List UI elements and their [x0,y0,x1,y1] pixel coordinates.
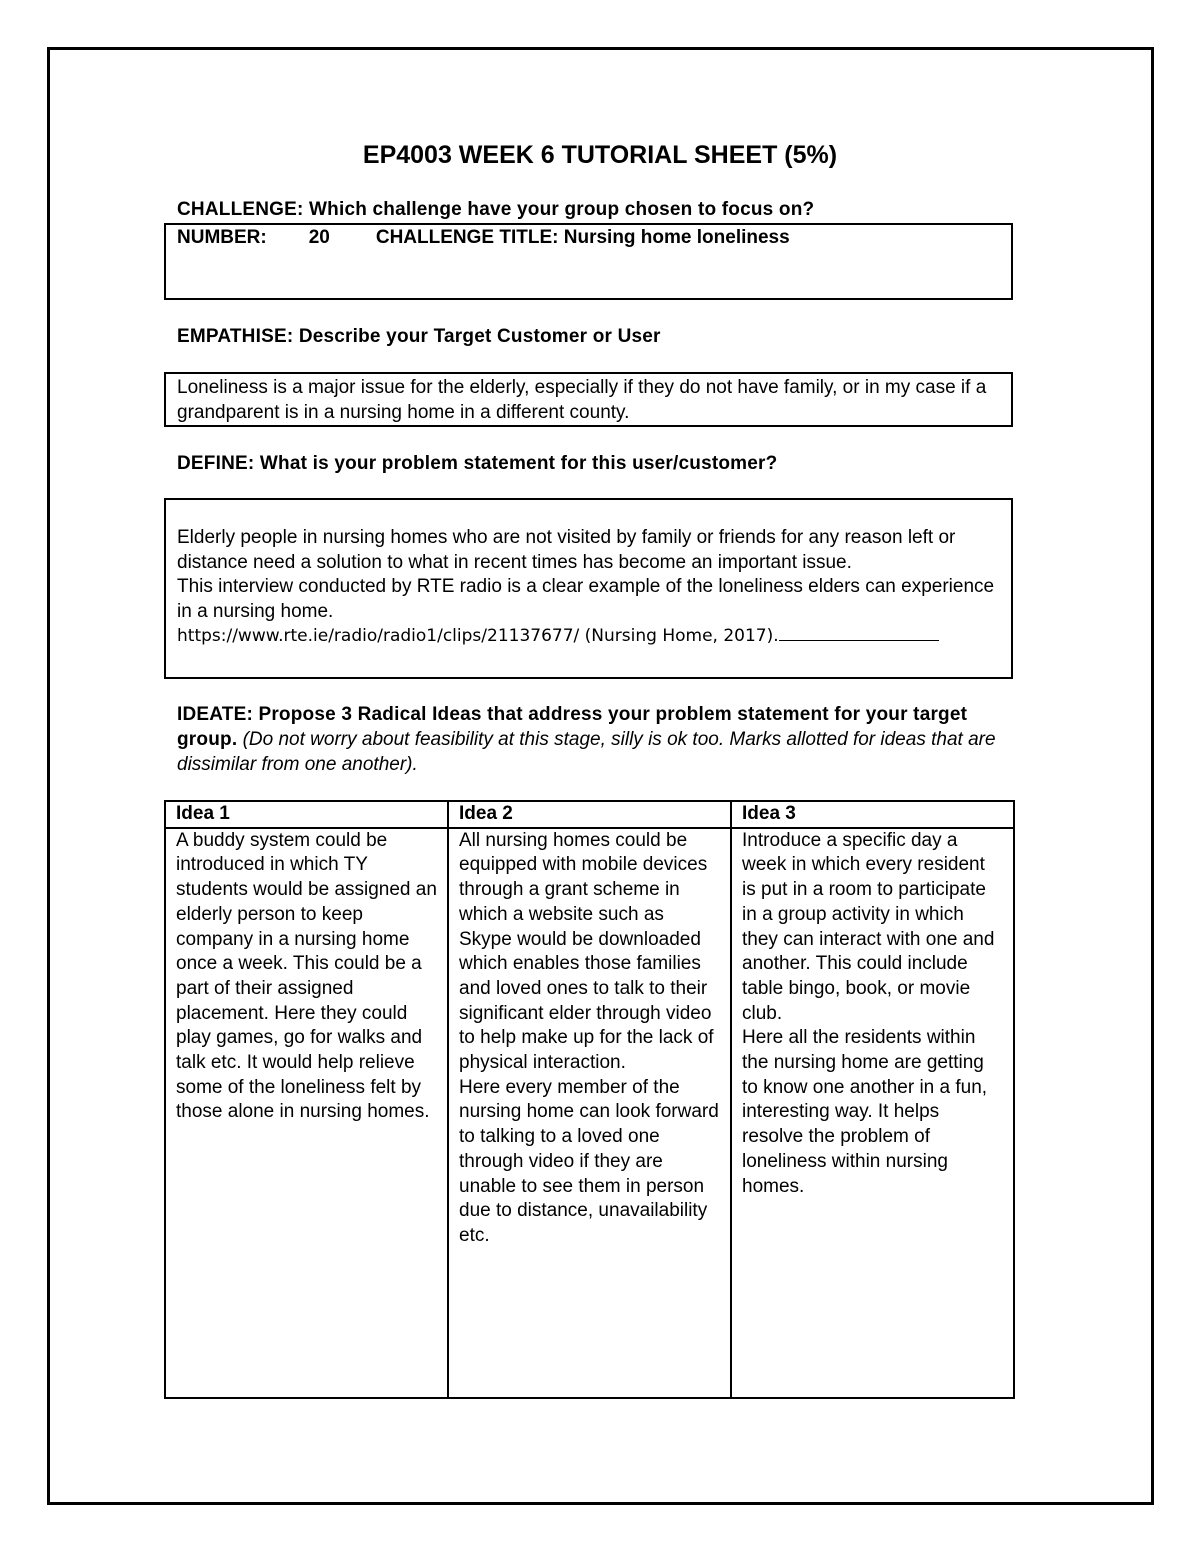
challenge-box [164,223,1013,300]
ideate-label-bold: IDEATE: Propose 3 Radical Ideas that address your problem statement for your target group. [177,704,968,750]
ideate-label [177,702,1017,777]
ideas-header-row [165,801,1014,828]
define-citation-line [177,624,1001,649]
challenge-title-value: Nursing home loneliness [563,227,790,248]
idea-2-cell [448,828,731,1398]
idea-2-paragraph-2: Here every member of the nursing home can look forward to talking to a loved one through video if they are unable to see them in person due to distance, unavailability etc. [459,1076,719,1246]
idea-3-header: Idea 3 [731,801,1014,828]
empathise-label: EMPATHISE: Describe your Target Customer or User [177,326,661,347]
empathise-box [164,372,1013,427]
define-label: DEFINE: What is your problem statement for this user/customer? [177,453,778,474]
idea-1-header: Idea 1 [165,801,448,828]
ideas-table [164,800,1015,1399]
challenge-title-label: CHALLENGE TITLE: [375,227,559,248]
challenge-label: CHALLENGE: Which challenge have your group chosen to focus on? [177,199,815,220]
idea-3-paragraph-1: Introduce a specific day a week in which every resident is put in a room to participate in a group activity in which they can interact with one and another. This could include table bingo, book, or movie club. [742,829,995,1024]
idea-1-cell [165,828,448,1398]
page-title: EP4003 WEEK 6 TUTORIAL SHEET (5%) [362,141,838,169]
idea-3-cell [731,828,1014,1398]
define-paragraph-1: Elderly people in nursing homes who are not visited by family or friends for any reason left or distance need a solution to what in recent times has become an important issue. [177,527,956,573]
define-paragraph-2: This interview conducted by RTE radio is a clear example of the loneliness elders can experience in a nursing home. [177,576,995,622]
idea-2-paragraph-1: All nursing homes could be equipped with mobile devices through a grant scheme in which a website such as Skype would be downloaded which enables those families and loved ones to talk to their significant elder through video to help make up for the lack of physical interaction. [459,829,714,1074]
idea-1-paragraph-1: A buddy system could be introduced in which TY students would be assigned an elderly person to keep company in a nursing home once a week. This could be a part of their assigned placement. Here they could play games, go for walks and talk etc. It would help relieve some of the loneliness felt by those alone in nursing homes. [176,829,437,1123]
define-text [177,526,1001,649]
ideas-content-row [165,828,1014,1398]
empathise-text: Loneliness is a major issue for the elderly, especially if they do not have family, or in my case if a grandparent is in a nursing home in a different county. [177,377,987,423]
define-box [164,498,1013,679]
idea-2-header: Idea 2 [448,801,731,828]
citation-link[interactable]: https://www.rte.ie/radio/radio1/clips/21137677/ (Nursing Home, 2017). [177,626,779,647]
number-value: 20 [308,227,330,248]
number-label: NUMBER: [177,227,267,248]
idea-3-paragraph-2: Here all the residents within the nursing home are getting to know one another in a fun, interesting way. It helps resolve the problem of loneliness within nursing homes. [742,1027,988,1197]
ideate-label-italic: (Do not worry about feasibility at this stage, silly is ok too. Marks allotted for ideas that are dissimilar from one another). [177,729,996,775]
challenge-line [177,227,790,249]
